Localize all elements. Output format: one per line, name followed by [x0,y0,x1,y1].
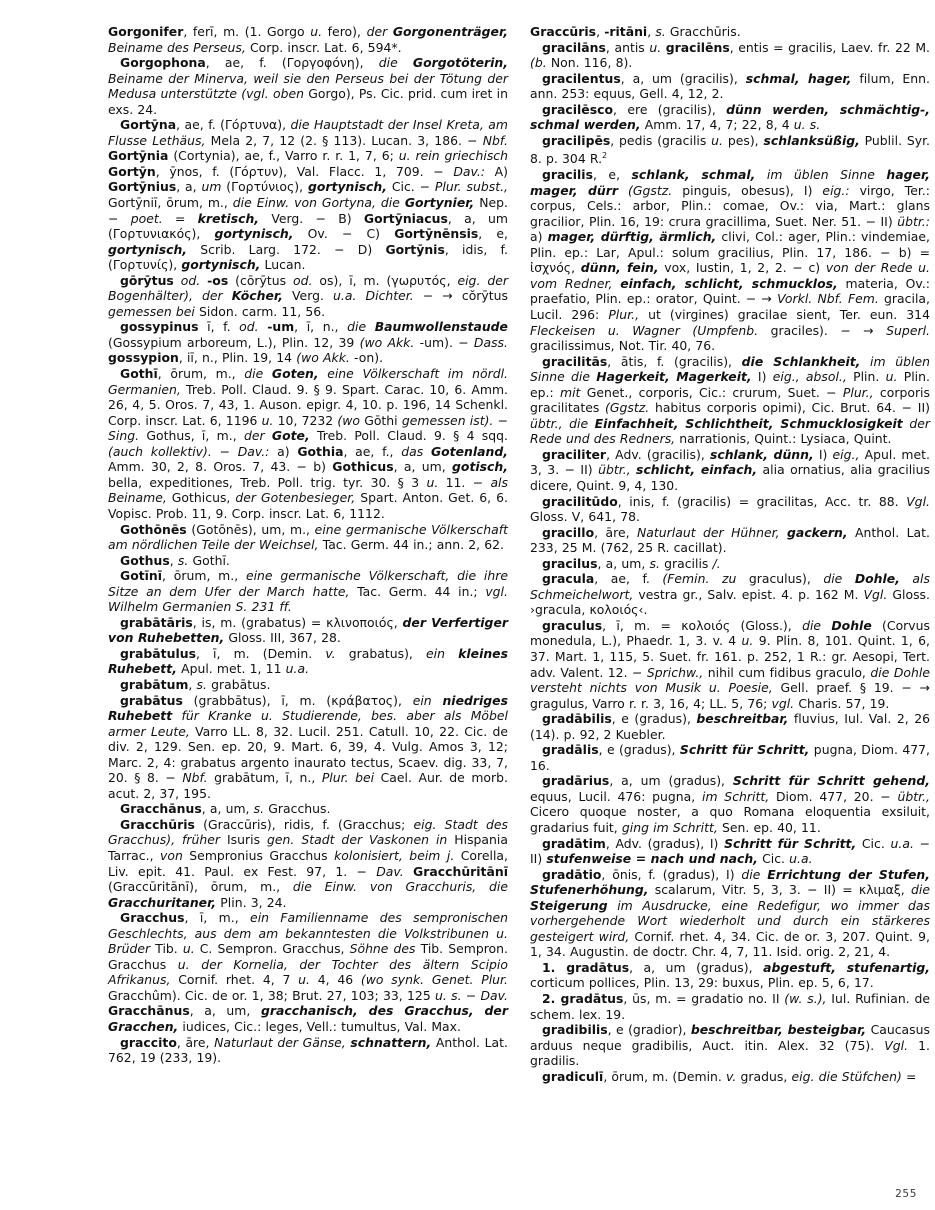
dictionary-entry: gradiculī, ōrum, m. (Demin. v. gradus, eig. die Stüfchen) = [542,1068,917,1084]
dictionary-entry: gradātim, Adv. (gradus), I) Schritt für Schritt, Cic. u.a. − II) stufenweise = nach und nach, Cic. u.a. [530,835,931,867]
dictionary-entry: grabātulus, ī, m. (Demin. v. grabatus), ein kleines Ruhebett, Apul. met. 1, 11 u.a. [108,645,509,677]
dictionary-entry: gracilēsco, ere (gracilis), dünn werden, schmächtig-, schmal werden, Amm. 17, 4, 7; 22, 8, 4 u. s. [530,101,930,133]
dictionary-entry: Gorgophona, ae, f. (Γοργοφόνη), die Gorgotöterin, Beiname der Minerva, weil sie den Perseus bei der Tötung der Medusa unterstützte (vgl. oben Gorgo), Ps. Cic. prid. cum iret in exs. 24. [108,55,508,117]
dictionary-entry: grabātum, s. grabātus. [120,676,271,692]
dictionary-entry: Gothus, s. Gothī. [120,552,230,568]
dictionary-entry: gracilentus, a, um (gracilis), schmal, hager, filum, Enn. ann. 253: equus, Gell. 4, 12, 2. [530,70,930,102]
dictionary-entry: Gorgonifer, ferī, m. (1. Gorgo u. fero), der Gorgonenträger, Beiname des Perseus, Corp. inscr. Lat. 6, 594*. [108,24,508,55]
dictionary-entry: gracula, ae, f. (Femin. zu graculus), die Dohle, als Schmeichelwort, vestra gr., Salv. epist. 4. p. 162 M. Vgl. Gloss. ›gracula, κολοιός‹. [530,571,930,618]
dictionary-entry: Gothōnēs (Gotōnēs), um, m., eine germanische Völkerschaft am nördlichen Teile der Weichsel, Tac. Germ. 44 in.; ann. 2, 62. [108,521,508,553]
dictionary-entry: grabātāris, is, m. (grabatus) = κλινοποιός, der Verfertiger von Ruhebetten, Gloss. III, 367, 28. [108,614,508,646]
dictionary-entry: graccito, āre, Naturlaut der Gänse, schnattern, Anthol. Lat. 762, 19 (233, 19). [108,1034,508,1066]
dictionary-entry: Gracchūris (Graccūris), ridis, f. (Gracchus; eig. Stadt des Gracchus), früher Isuris gen. Stadt der Vaskonen in Hispania Tarrac., von Sempronius Gracchus kolonisiert, beim j. Corella, Liv. epit. 41. Paul. ex Fest. 97, 1. − Dav. Gracchūritānī (Graccūritānī), ōrum, m., die Einw. von Gracchuris, die Gracchuritaner, Plin. 3, 24. [108,816,509,910]
dictionary-entry: graciliter, Adv. (gracilis), schlank, dünn, I) eig., Apul. met. 3, 3. − II) übtr., schlicht, einfach, alia ornatius, alia gracilius dicere, Quint. 9, 4, 130. [530,446,930,493]
right-column [530,24,930,1174]
dictionary-entry: gracilis, e, schlank, schmal, im üblen Sinne hager, mager, dürr (Ggstz. pinguis, obesus), I) eig.: virgo, Ter.: corpus, Cels.: arbor, Plin.: comae, Ov.: via, Mart.: glans gracilior, Plin. 16, 19: crura gracillima, Suet. Ner. 51. − II) übtr.: a) mager, dürftig, ärmlich, clivi, Col.: ager, Plin.: vindemiae, Plin. ep.: Lar, Apul.: solum gracilius, Plin. 17, 186. − b) = ἰσχνός, dünn, fein, vox, Iustin, 1, 2, 2. − c) von der Rede u. vom Redner, einfach, schlicht, schmucklos, materia, Ov.: praefatio, Plin. ep.: orator, Quint. − → Vorkl. Nbf. Fem. gracila, Lucil. 296: Plur., ut (virgines) gracilae sient, Ter. eun. 314 Fleckeisen u. Wagner (Umpfenb. graciles). − → Superl. gracilissimus, Not. Tir. 40, 76. [530,167,931,354]
dictionary-entry: gracilipēs, pedis (gracilis u. pes), schlanksüßig, Publil. Syr. 8. p. 304 R.$^2$ [530,132,930,167]
two-column-text-body [108,24,930,1174]
dictionary-entry: gradibilis, e (gradior), beschreitbar, besteigbar, Caucasus arduus neque gradibilis, Auct. itin. Alex. 32 (75). Vgl. 1. gradilis. [530,1022,930,1069]
dictionary-entry: gracilus, a, um, s. gracilis /. [542,555,721,571]
dictionary-entry: gossypinus ī, f. od. -um, ī, n., die Baumwollenstaude (Gossypium arboreum, L.), Plin. 12, 39 (wo Akk. -um). − Dass. gossypion, iī, n., Plin. 19, 14 (wo Akk. -on). [108,319,508,366]
dictionary-entry: gracilāns, antis u. gracilēns, entis = gracilis, Laev. fr. 22 M. (b. Non. 116, 8). [530,39,930,71]
dictionary-entry: Gortȳna, ae, f. (Γόρτυνα), die Hauptstadt der Insel Kreta, am Flusse Lethäus, Mela 2, 7, 12 (2. § 113). Lucan. 3, 186. − Nbf. Gortȳnia (Cortynia), ae, f., Varro r. r. 1, 7, 6; u. rein griechisch Gortȳn, ȳnos, f. (Γόρτυν), Val. Flacc. 1, 709. − Dav.: A) Gortȳnius, a, um (Γορτύνιος), gortynisch, Cic. − Plur. subst., Gortȳniī, ōrum, m., die Einw. von Gortyna, die Gortynier, Nep. − poet. = kretisch, Verg. − B) Gortȳniacus, a, um (Γορτυνιακός), gortynisch, Ov. − C) Gortȳnēnsis, e, gortynisch, Scrib. Larg. 172. − D) Gortȳnis, idis, f. (Γορτυνίς), gortynisch, Lucan. [108,117,508,273]
left-column [108,24,508,1174]
dictionary-entry: grabātus (grabbātus), ī, m. (κράβατος), ein niedriges Ruhebett für Kranke u. Studierende, bes. aber als Möbel armer Leute, Varro LL. 8, 32. Lucil. 251. Catull. 10, 22. Cic. de div. 2, 129. Sen. ep. 20, 9. Mart. 6, 39, 4. Vulg. Amos 3, 12; Marc. 2, 4: grabatus argento inaurato tectus, Scaev. dig. 33, 7, 20. § 8. − Nbf. grabātum, ī, n., Plur. bei Cael. Aur. de morb. acut. 2, 37, 195. [108,692,509,801]
dictionary-entry: 1. gradātus, a, um (gradus), abgestuft, stufenartig, corticum pollices, Plin. 13, 29: buxus, Plin. ep. 5, 6, 17. [530,959,930,991]
page-number: 255 [895,1188,917,1200]
dictionary-entry: gōrȳtus od. -os (cōrȳtus od. os), ī, m. (γωρυτός, eig. der Bogenhälter), der Köcher, Verg. u.a. Dichter. − → cŏrȳtus gemessen bei Sidon. carm. 11, 56. [108,272,508,319]
dictionary-entry: Graccūris, -ritāni, s. Gracchūris. [530,24,741,39]
dictionary-entry: graculus, ī, m. = κολοιός (Gloss.), die Dohle (Corvus monedula, L.), Phaedr. 1, 3. v. 4 u. 9. Plin. 8, 101. Quint. 1, 6, 37. Mart. 1, 115, 5. Suet. fr. 161. p. 252, 1 R.: gr. Aesopi, Tert. adv. Valent. 12. − Sprichw., nihil cum fidibus graculo, die Dohle versteht nichts von Musik u. Poesie, Gell. praef. § 19. − → gragulus, Varro r. r. 3, 16, 4; LL. 5, 76; vgl. Charis. 57, 19. [530,617,931,711]
dictionary-entry: gradālis, e (gradus), Schritt für Schritt, pugna, Diom. 477, 16. [530,742,931,773]
dictionary-entry: Gothī, ōrum, m., die Goten, eine Völkerschaft im nördl. Germanien, Treb. Poll. Claud. 9. § 9. Spart. Carac. 10, 6. Amm. 26, 4, 5. Oros. 7, 43, 1. Auson. epigr. 4, 10. p. 196, 14 Schenkl. Corp. inscr. Lat. 6, 1196 u. 10, 7232 (wo Gōthi gemessen ist). − Sing. Gothus, ī, m., der Gote, Treb. Poll. Claud. 9. § 4 sqq. (auch kollektiv). − Dav.: a) Gothia, ae, f., das Gotenland, Amm. 30, 2, 8. Oros. 7, 43. − b) Gothicus, a, um, gotisch, bella, expeditiones, Treb. Poll. trig. tyr. 30. § 3 u. 11. − als Beiname, Gothicus, der Gotenbesieger, Spart. Anton. Get. 6, 6. Vopisc. Prob. 11, 9. Corp. inscr. Lat. 6, 1112. [108,366,508,521]
dictionary-entry: gradābilis, e (gradus), beschreitbar, fluvius, Iul. Val. 2, 26 (14). p. 92, 2 Kuebler. [530,711,931,742]
dictionary-entry: Gracchānus, a, um, s. Gracchus. [120,801,331,817]
dictionary-entry: gradārius, a, um (gradus), Schritt für Schritt gehend, equus, Lucil. 476: pugna, im Schritt, Diom. 477, 20. − übtr., Cicero quoque noster, a quo Romana eloquentia exsiluit, gradarius fuit, ging im Schritt, Sen. ep. 40, 11. [530,773,931,836]
dictionary-entry: gracilitās, ātis, f. (gracilis), die Schlankheit, im üblen Sinne die Hagerkeit, Magerkeit, I) eig., absol., Plin. u. Plin. ep.: mit Genet., corporis, Cic.: crurum, Suet. − Plur., corporis gracilitates (Ggstz. habitus corporis opimi), Cic. Brut. 64. − II) übtr., die Einfachheit, Schlichtheit, Schmucklosigkeit der Rede und des Redners, narrationis, Quint.: Lysiaca, Quint. [530,353,930,447]
dictionary-entry: gracillo, āre, Naturlaut der Hühner, gackern, Anthol. Lat. 233, 25 M. (762, 25 R. cacillat). [530,524,930,556]
dictionary-entry: 2. gradātus, ūs, m. = gradatio no. II (w. s.), Iul. Rufinian. de schem. lex. 19. [530,991,930,1022]
dictionary-entry: gracilitūdo, inis, f. (gracilis) = gracilitas, Acc. tr. 88. Vgl. Gloss. V, 641, 78. [530,493,930,525]
dictionary-entry: Gotīnī, ōrum, m., eine germanische Völkerschaft, die ihre Sitze an dem Ufer der March hatte, Tac. Germ. 44 in.; vgl. Wilhelm Germanien S. 231 ff. [108,568,508,615]
dictionary-entry: gradātio, ōnis, f. (gradus), I) die Errichtung der Stufen, Stufenerhöhung, scalarum, Vitr. 5, 3, 3. − II) = κλιμαξ, die Steigerung im Ausdrucke, eine Redefigur, wo immer das vorhergehende Wort wiederholt und durch ein stärkeres gesteigert wird, Cornif. rhet. 4, 34. Cic. de or. 3, 207. Quint. 9, 1, 34. Augustin. de doctr. Chr. 4, 7, 11. Isid. orig. 2, 21, 4. [530,866,930,960]
dictionary-entry: Gracchus, ī, m., ein Familienname des sempronischen Geschlechts, aus dem am bekanntesten die Volkstribunen u. Brüder Tib. u. C. Sempron. Gracchus, Söhne des Tib. Sempron. Gracchus u. der Kornelia, der Tochter des ältern Scipio Afrikanus, Cornif. rhet. 4, 7 u. 4, 46 (wo synk. Genet. Plur. Gracchûm). Cic. de or. 1, 38; Brut. 27, 103; 33, 125 u. s. − Dav. Gracchānus, a, um, gracchanisch, des Gracchus, der Gracchen, iudices, Cic.: leges, Vell.: tumultus, Val. Max. [108,910,508,1034]
